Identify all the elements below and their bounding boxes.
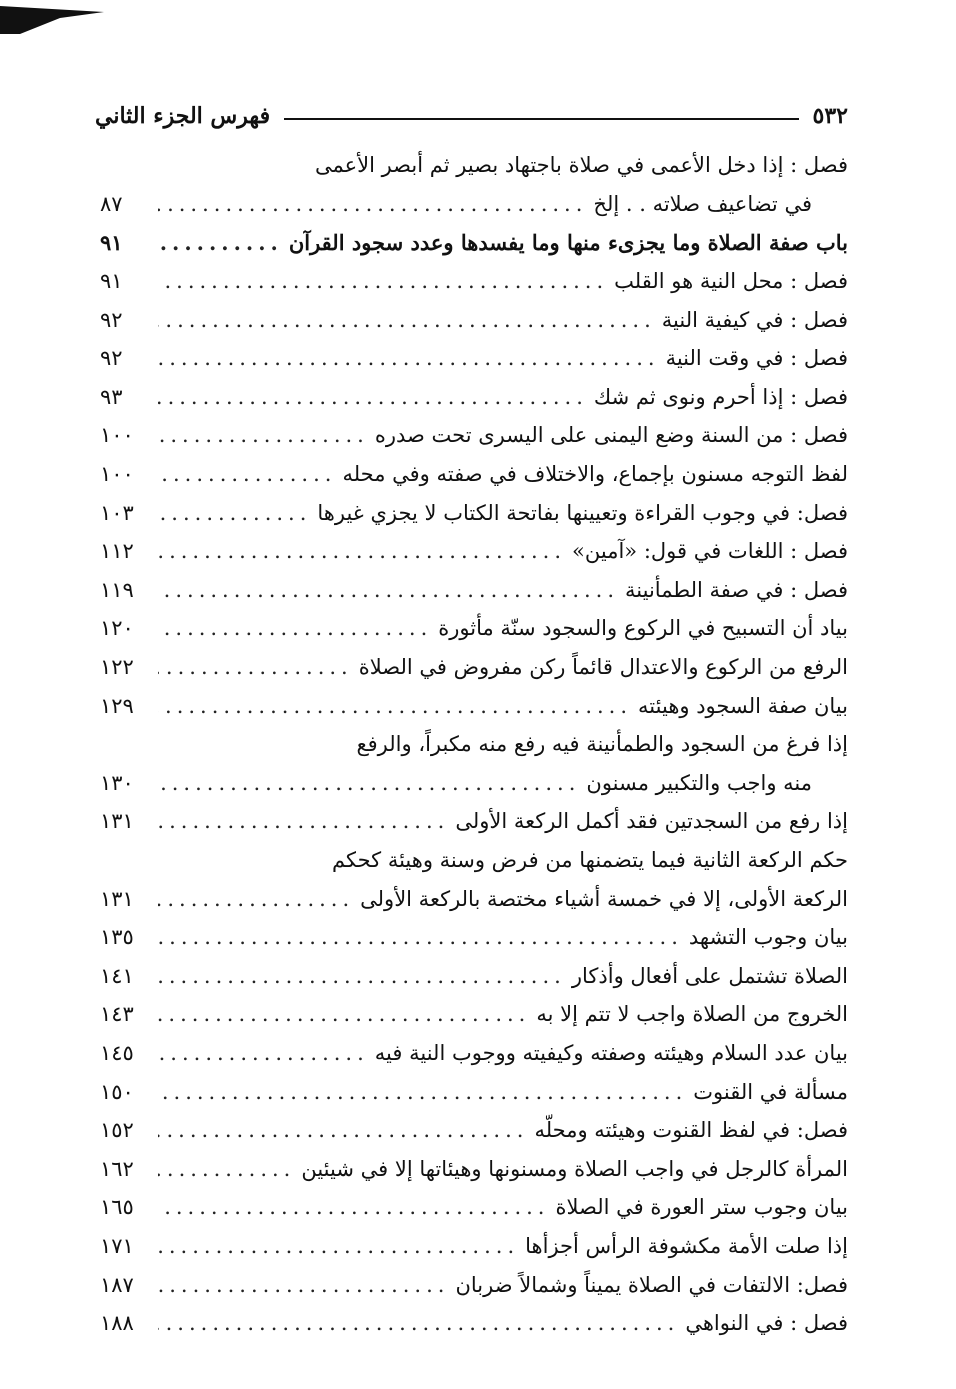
toc-entry-page: ١٢٠ [100, 616, 134, 641]
toc-entry-page: ١٣١ [100, 886, 134, 911]
dot-leader [158, 925, 683, 949]
toc-entry-title: فصل : في وقت النية [665, 346, 848, 371]
toc-entry-title: بيان وجوب ستر العورة في الصلاة [555, 1195, 848, 1220]
toc-entry [100, 378, 848, 417]
toc-entry [100, 455, 848, 494]
dot-leader [158, 385, 588, 409]
toc-entry-page: ١٢٢ [100, 655, 134, 680]
toc-entry-page: ١٠٠ [100, 462, 134, 487]
toc-entry [100, 1265, 848, 1304]
dot-leader [158, 1195, 549, 1219]
toc-entry-title: فصل : إذا دخل الأعمى في صلاة باجتهاد بصير ثم أبصر الأعمى [314, 153, 848, 178]
toc-entry-page: ١٣١ [100, 809, 134, 834]
toc-entry [100, 995, 848, 1034]
toc-entry-page: ٩١ [100, 229, 123, 255]
dot-leader [158, 1273, 449, 1297]
toc-entry-page: ١٤١ [100, 963, 134, 988]
header-rule [284, 118, 798, 120]
toc-entry [100, 339, 848, 378]
toc-entry [100, 223, 848, 262]
toc-entry [100, 918, 848, 957]
dot-leader [158, 1157, 295, 1181]
toc-entry-page: ١٦٥ [100, 1195, 134, 1220]
toc-entry-title: منه واجب والتكبير مسنون [586, 770, 812, 795]
dot-leader [158, 308, 656, 332]
toc-entry [100, 1111, 848, 1150]
dot-leader [158, 771, 580, 795]
page-header [95, 96, 848, 136]
toc-entry [100, 802, 848, 841]
dot-leader [158, 887, 354, 911]
dot-leader [158, 1080, 687, 1104]
dot-leader [158, 1118, 528, 1142]
toc-entry [100, 300, 848, 339]
dot-leader [158, 616, 432, 640]
dot-leader [158, 964, 566, 988]
toc-entry-title: فصل: الالتفات في الصلاة يميناً وشمالاً ضربان [455, 1272, 848, 1297]
toc-entry-page: ١٥٠ [100, 1079, 134, 1104]
toc-entry-title: فصل: في وجوب القراءة وتعيينها بفاتحة الكتاب لا يجزي غيرها [317, 500, 848, 525]
toc-entry [100, 1034, 848, 1073]
toc-entry-title: الخروج من الصلاة واجب لا تتم إلا به [536, 1002, 848, 1027]
dot-leader [158, 269, 608, 293]
dot-leader [158, 578, 619, 602]
toc-entry [100, 1188, 848, 1227]
toc-entry [100, 146, 848, 185]
toc-entry-title: باب صفة الصلاة وما يجزىء منها وما يفسدها وعدد سجود القرآن [288, 229, 848, 255]
toc-entry [100, 571, 848, 610]
dot-leader [158, 501, 311, 525]
toc-entry [100, 262, 848, 301]
toc-entry [100, 609, 848, 648]
toc-entry [100, 1072, 848, 1111]
toc-entry-page: ١٠٠ [100, 423, 134, 448]
toc-entry-page: ٨٧ [100, 191, 123, 216]
toc-entry-page: ١٤٣ [100, 1002, 134, 1027]
toc-entry [100, 1304, 848, 1343]
toc-entry [100, 1149, 848, 1188]
toc-entry-title: فصل : اللغات في قول: «آمين» [572, 539, 848, 564]
toc-entry-title: بياد أن التسبيح في الركوع والسجود سنّة مأثورة [438, 616, 848, 641]
toc-entry-title: الركعة الأولى، إلا في خمسة أشياء مختصة بالركعة الأولى [360, 886, 848, 911]
toc-entry-page: ١٨٧ [100, 1272, 134, 1297]
toc-entry-page: ١١٩ [100, 577, 134, 602]
toc-entry-page: ٩٣ [100, 384, 123, 409]
toc-entry-title: فصل: في لفظ القنوت وهيئته ومحلّه [534, 1118, 848, 1143]
toc-entry-page: ١٧١ [100, 1233, 134, 1258]
toc-entry-title: بيان وجوب التشهد [688, 925, 848, 950]
toc-entry-title: المرأة كالرجل في واجب الصلاة ومسنونها وهيئاتها إلا في شيئين [301, 1156, 848, 1181]
dot-leader [158, 230, 283, 255]
toc-entry-title: فصل : في صفة الطمأنينة [625, 577, 848, 602]
toc-entry-title: في تضاعيف صلاته . . إلخ [593, 191, 812, 216]
toc-entry-title: بيان عدد السلام وهيئته وصفته وكيفيته ووجوب النية فيه [374, 1040, 848, 1065]
toc-entry-title: فصل : من السنة وضع اليمنى على اليسرى تحت صدره [374, 423, 848, 448]
toc-entry-title: الصلاة تشتمل على أفعال وأذكار [571, 963, 848, 988]
dot-leader [158, 192, 587, 216]
toc-entry [100, 764, 848, 803]
toc-entry-title: الرفع من الركوع والاعتدال قائماً ركن مفروض في الصلاة [358, 655, 848, 680]
table-of-contents [100, 146, 848, 1342]
dot-leader [158, 1234, 519, 1258]
toc-entry-page: ١٥٢ [100, 1118, 134, 1143]
toc-entry [100, 416, 848, 455]
scan-edge-mark [0, 4, 105, 34]
toc-entry-page: ١٣٥ [100, 925, 134, 950]
toc-entry-page: ١٠٣ [100, 500, 134, 525]
toc-entry [100, 956, 848, 995]
toc-entry-page: ٩١ [100, 269, 123, 294]
toc-entry [100, 725, 848, 764]
toc-entry-page: ١٢٩ [100, 693, 134, 718]
header-title: فهرس الجزء الثاني [95, 103, 271, 129]
toc-entry-page: ١٨٨ [100, 1311, 134, 1336]
toc-entry-page: ٩٢ [100, 346, 123, 371]
toc-entry-title: إذا صلت الأمة مكشوفة الرأس أجزأها [525, 1233, 848, 1258]
dot-leader [158, 539, 566, 563]
toc-entry-title: فصل : في النواهي [685, 1311, 848, 1336]
toc-entry-title: لفظ التوجه مسنون بإجماع، والاختلاف في صفته وفي محله [342, 462, 848, 487]
toc-entry-page: ١٣٠ [100, 770, 134, 795]
dot-leader [158, 346, 660, 370]
toc-entry-title: فصل : محل النية هو القلب [614, 269, 848, 294]
toc-entry-title: بيان صفة السجود وهيئته [638, 693, 848, 718]
toc-entry [100, 493, 848, 532]
toc-entry [100, 185, 848, 224]
toc-entry-title: مسألة في القنوت [693, 1079, 848, 1104]
toc-entry-title: فصل : إذا أحرم ونوى ثم شك [593, 384, 848, 409]
toc-entry [100, 1227, 848, 1266]
toc-entry [100, 648, 848, 687]
dot-leader [158, 809, 449, 833]
toc-entry-page: ٩٢ [100, 307, 123, 332]
dot-leader [158, 1002, 530, 1026]
dot-leader [158, 655, 353, 679]
toc-entry [100, 879, 848, 918]
toc-entry-title: فصل : في كيفية النية [661, 307, 848, 332]
page-number: ٥٣٢ [812, 103, 848, 129]
toc-entry-page: ١١٢ [100, 539, 134, 564]
toc-entry-page: ١٤٥ [100, 1040, 134, 1065]
dot-leader [158, 423, 369, 447]
dot-leader [158, 1041, 369, 1065]
toc-entry [100, 686, 848, 725]
toc-entry [100, 841, 848, 880]
toc-entry-page: ١٦٢ [100, 1156, 134, 1181]
dot-leader [158, 694, 632, 718]
dot-leader [158, 1311, 679, 1335]
toc-entry-title: حكم الركعة الثانية فيما يتضمنها من فرض وسنة وهيئة كحكم [332, 847, 848, 872]
dot-leader [158, 462, 336, 486]
toc-entry-title: إذا فرغ من السجود والطمأنينة فيه رفع منه مكبراً، والرفع [356, 732, 848, 757]
toc-entry [100, 532, 848, 571]
toc-entry-title: إذا رفع من السجدتين فقد أكمل الركعة الأولى [455, 809, 848, 834]
